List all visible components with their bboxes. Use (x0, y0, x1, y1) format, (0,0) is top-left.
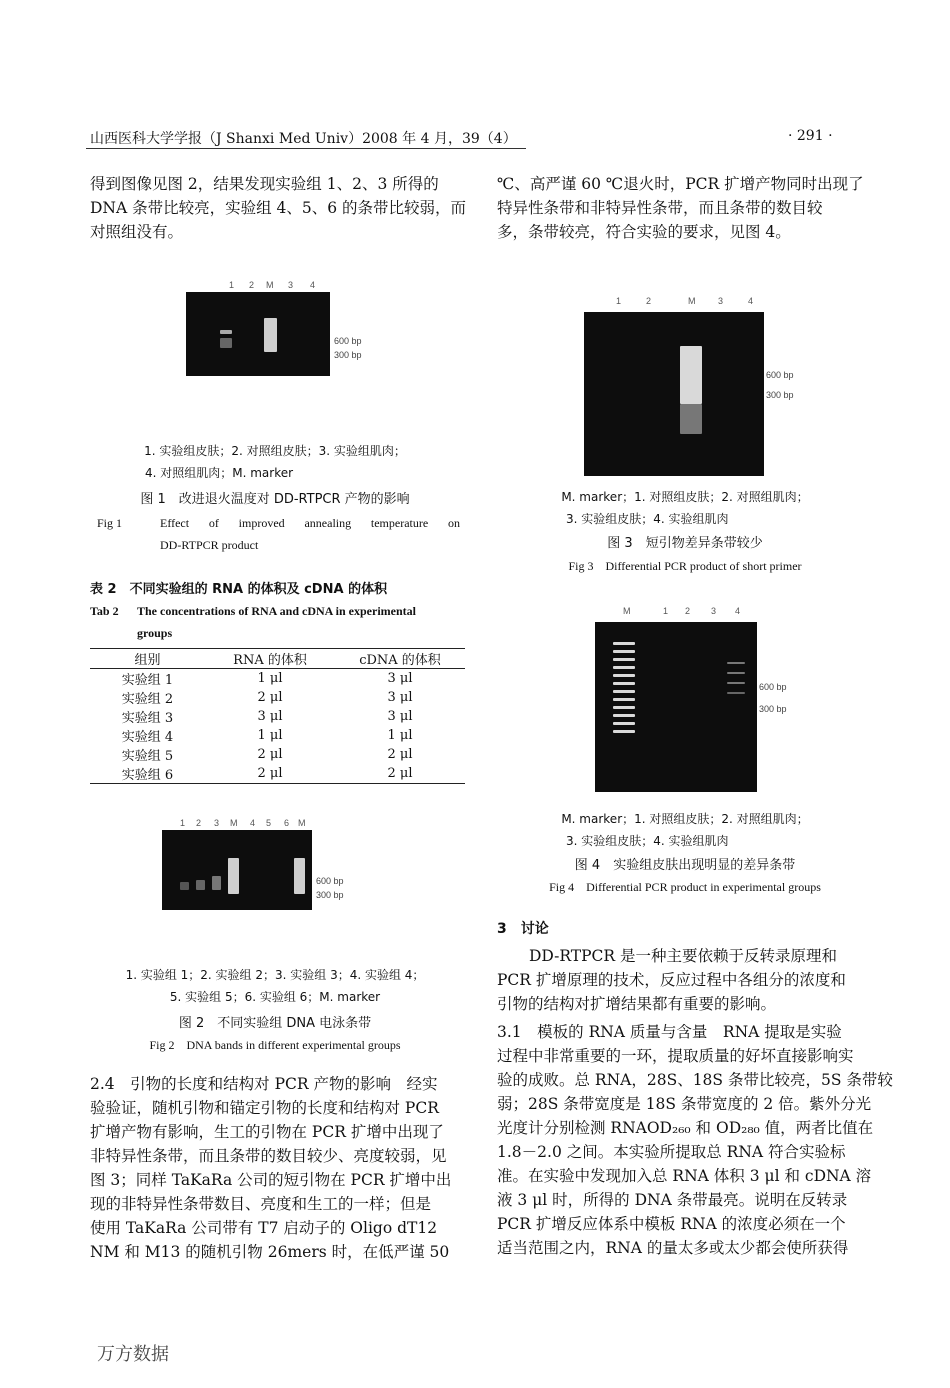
left-intro-paragraph (90, 172, 467, 244)
gel-band (294, 858, 305, 894)
lane-label: M (230, 818, 238, 828)
marker-label: 600 bp (759, 682, 787, 692)
text-line: 1.8－2.0 之间。本实验所提取总 RNA 符合实验标 (497, 1143, 846, 1161)
page-number: · 291 · (788, 128, 833, 144)
figure-4-title-en: Fig 4 Differential PCR product in experimental groups (549, 880, 821, 894)
column-header: RNA 的体积 (205, 649, 335, 669)
table-cell: 1 μl (387, 728, 413, 743)
table-cell: 2 μl (335, 764, 465, 784)
gel-band (613, 730, 635, 733)
marker-label: 600 bp (316, 876, 344, 886)
caption-line: The concentrations of RNA and cDNA in experimental (137, 604, 416, 618)
text-line: 引物的结构对扩增结果都有重要的影响。 (497, 995, 777, 1013)
gel-band (613, 658, 635, 661)
legend-line: 4. 对照组肌肉；M. marker (145, 466, 294, 480)
text-line: 准。在实验中发现加入总 RNA 体积 3 μl 和 cDNA 溶 (497, 1167, 872, 1185)
lane-label: M (688, 296, 696, 306)
header-rule (86, 148, 526, 149)
legend-line: 5. 实验组 5；6. 实验组 6；M. marker (169, 990, 381, 1004)
text-line: 过程中非常重要的一环，提取质量的好坏直接影响实 (497, 1047, 854, 1065)
figure-1-legend (90, 440, 460, 484)
column-header: cDNA 的体积 (335, 649, 465, 669)
gel-band (212, 876, 221, 890)
text-line: 验验证，随机引物和锚定引物的长度和结构对 PCR (90, 1099, 439, 1117)
text-line: DD-RTPCR 是一种主要依赖于反转录原理和 (529, 947, 838, 965)
text-line: 得到图像见图 2，结果发现实验组 1、2、3 所得的 (90, 175, 439, 193)
figure-1-label-en: Fig 1 (97, 516, 123, 530)
caption-line: DD-RTPCR product (160, 538, 259, 552)
marker-label: 600 bp (334, 336, 362, 346)
table-2-label-en: Tab 2 (90, 604, 119, 618)
text-line: 验的成败。总 RNA，28S、18S 条带比较亮，5S 条带较 (497, 1071, 893, 1089)
gel-band (727, 662, 745, 664)
lane-label: 2 (685, 606, 691, 616)
text-line: 液 3 μl 时，所得的 DNA 条带最亮。说明在反转录 (497, 1191, 848, 1209)
gel-band (613, 722, 635, 725)
lane-label: 3 (288, 280, 294, 290)
table-row (90, 726, 465, 745)
text-line: 适当范围之内，RNA 的量太多或太少都会使所获得 (497, 1239, 849, 1257)
section-3-heading: 3 讨论 (497, 921, 549, 937)
legend-line: M. marker；1. 对照组皮肤；2. 对照组肌肉； (561, 812, 809, 826)
figure-3-title-cn: 图 3 短引物差异条带较少 (607, 536, 763, 551)
legend-line: M. marker；1. 对照组皮肤；2. 对照组肌肉； (561, 490, 809, 504)
figure-2-title-en: Fig 2 DNA bands in different experimental groups (149, 1038, 401, 1052)
marker-label: 300 bp (316, 890, 344, 900)
gel-band (613, 666, 635, 669)
gel-band (613, 674, 635, 677)
lane-label: 1 (663, 606, 669, 616)
table-2 (90, 648, 465, 784)
lane-label: M (298, 818, 306, 828)
gel-band (613, 698, 635, 701)
caption-line: Effect of improved annealing temperature on (160, 516, 460, 530)
lane-label: M (623, 606, 631, 616)
text-line: 使用 TaKaRa 公司带有 T7 启动子的 Oligo dT12 (90, 1219, 438, 1237)
text-line: 现的非特异性条带数目、亮度和生工的一样；但是 (90, 1195, 432, 1213)
gel-band (727, 682, 745, 684)
text-line: 3.1 模板的 RNA 质量与含量 RNA 提取是实验 (497, 1023, 842, 1041)
gel-band (264, 318, 277, 352)
lane-label: 3 (711, 606, 717, 616)
table-cell: 2 μl (387, 747, 413, 762)
table-cell: 1 μl (257, 671, 283, 686)
text-line: NM 和 M13 的随机引物 26mers 时，在低严谨 50 (90, 1243, 450, 1261)
table-cell: 实验组 1 (121, 673, 174, 688)
figure-2 (162, 818, 382, 918)
table-row (90, 745, 465, 764)
table-cell: 实验组 6 (90, 764, 205, 784)
lane-label: 2 (646, 296, 652, 306)
table-cell: 3 μl (257, 709, 283, 724)
table-cell: 3 μl (387, 671, 413, 686)
section-2-4-paragraph (90, 1072, 462, 1264)
table-2-title-cn: 表 2 不同实验组的 RNA 的体积及 cDNA 的体积 (90, 582, 388, 597)
gel-band (196, 880, 205, 890)
lane-label: 4 (735, 606, 741, 616)
table-2-title-en (137, 600, 465, 644)
figure-2-legend (90, 964, 460, 1008)
gel-band (680, 404, 702, 434)
gel-band (180, 882, 189, 890)
text-line: 非特异性条带，而且条带的数目较少、亮度较弱，见 (90, 1147, 447, 1165)
section-3-paragraph (497, 944, 869, 1016)
lane-label: 4 (310, 280, 316, 290)
lane-label: 4 (250, 818, 256, 828)
gel-image (584, 312, 764, 476)
text-line: 光度计分别检测 RNAOD₂₆₀ 和 OD₂₈₀ 值，两者比值在 (497, 1119, 874, 1137)
marker-label: 300 bp (334, 350, 362, 360)
gel-band (613, 706, 635, 709)
table-cell: 2 μl (257, 690, 283, 705)
table-header-row (90, 649, 465, 669)
legend-line: 1. 实验组 1；2. 实验组 2；3. 实验组 3；4. 实验组 4； (125, 968, 425, 982)
table-cell: 实验组 4 (121, 730, 174, 745)
text-line: 2.4 引物的长度和结构对 PCR 产物的影响 经实 (90, 1075, 438, 1093)
running-header: 山西医科大学学报（J Shanxi Med Univ）2008 年 4 月，39（4） (90, 131, 517, 147)
gel-image (595, 622, 757, 792)
table-cell: 3 μl (387, 690, 413, 705)
table-cell: 2 μl (257, 747, 283, 762)
table-row (90, 764, 465, 784)
figure-3-legend (500, 486, 870, 530)
text-line: 扩增产物有影响，生工的引物在 PCR 扩增中出现了 (90, 1123, 444, 1141)
table-row (90, 688, 465, 707)
lane-label: 5 (266, 818, 272, 828)
figure-2-title-cn: 图 2 不同实验组 DNA 电泳条带 (178, 1016, 372, 1031)
figure-1-title-cn: 图 1 改进退火温度对 DD-RTPCR 产物的影响 (140, 492, 410, 507)
table-cell: 实验组 3 (121, 711, 174, 726)
section-3-1-paragraph (497, 1020, 893, 1260)
lane-label: 1 (180, 818, 186, 828)
gel-band (680, 346, 702, 404)
text-line: DNA 条带比较亮，实验组 4、5、6 的条带比较弱，而 (90, 199, 467, 217)
legend-line: 1. 实验组皮肤；2. 对照组皮肤；3. 实验组肌肉； (144, 444, 406, 458)
text-line: 弱；28S 条带宽度是 18S 条带宽度的 2 倍。紫外分光 (497, 1095, 872, 1113)
figure-3-title-en: Fig 3 Differential PCR product of short primer (568, 559, 802, 573)
watermark: 万方数据 (97, 1344, 169, 1365)
lane-label: 2 (196, 818, 202, 828)
table-cell: 3 μl (387, 709, 413, 724)
text-line: 对照组没有。 (90, 223, 184, 241)
right-intro-paragraph (497, 172, 869, 244)
text-line: PCR 扩增反应体系中模板 RNA 的浓度必须在一个 (497, 1215, 846, 1233)
gel-band (613, 690, 635, 693)
lane-label: 2 (249, 280, 255, 290)
text-line: ℃、高严谨 60 ℃退火时，PCR 扩增产物同时出现了 (497, 175, 864, 193)
gel-band (613, 642, 635, 645)
table-cell: 实验组 2 (121, 692, 174, 707)
gel-band (613, 650, 635, 653)
legend-line: 3. 实验组皮肤；4. 实验组肌肉 (566, 834, 729, 848)
gel-band (220, 338, 232, 348)
lane-label: 1 (229, 280, 235, 290)
marker-label: 600 bp (766, 370, 794, 380)
figure-1 (186, 280, 386, 390)
table-row (90, 669, 465, 689)
table-cell: 1 μl (257, 728, 283, 743)
gel-band (613, 714, 635, 717)
marker-label: 300 bp (766, 390, 794, 400)
text-line: 图 3；同样 TaKaRa 公司的短引物在 PCR 扩增中出 (90, 1171, 452, 1189)
lane-label: 6 (284, 818, 290, 828)
lane-label: M (266, 280, 274, 290)
lane-label: 3 (718, 296, 724, 306)
figure-4-legend (500, 808, 870, 852)
table-cell: 实验组 5 (121, 749, 174, 764)
gel-band (228, 858, 239, 894)
legend-line: 3. 实验组皮肤；4. 实验组肌肉 (566, 512, 729, 526)
lane-label: 3 (214, 818, 220, 828)
figure-1-title-en (160, 512, 460, 556)
gel-image (186, 292, 330, 376)
gel-band (220, 330, 232, 334)
figure-4-title-cn: 图 4 实验组皮肤出现明显的差异条带 (574, 858, 796, 873)
caption-line: groups (137, 626, 173, 640)
table-cell: 2 μl (205, 764, 335, 784)
figure-4 (595, 606, 815, 786)
lane-label: 1 (616, 296, 622, 306)
lane-label: 4 (748, 296, 754, 306)
gel-band (727, 692, 745, 694)
figure-3 (584, 296, 814, 466)
gel-image (162, 830, 312, 910)
table-row (90, 707, 465, 726)
text-line: 特异性条带和非特异性条带，而且条带的数目较 (497, 199, 823, 217)
gel-band (727, 672, 745, 674)
text-line: 多，条带较亮，符合实验的要求，见图 4。 (497, 223, 791, 241)
column-header: 组别 (90, 649, 205, 669)
gel-band (613, 682, 635, 685)
text-line: PCR 扩增原理的技术，反应过程中各组分的浓度和 (497, 971, 846, 989)
marker-label: 300 bp (759, 704, 787, 714)
